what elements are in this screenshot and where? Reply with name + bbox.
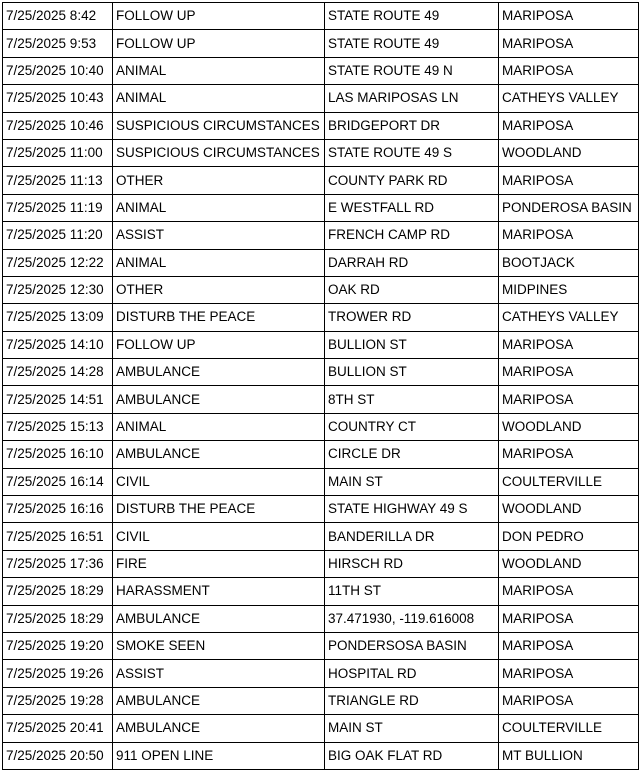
location-cell: TROWER RD	[325, 304, 499, 331]
datetime-cell: 7/25/2025 17:36	[3, 550, 113, 577]
location-cell: CIRCLE DR	[325, 441, 499, 468]
datetime-cell: 7/25/2025 19:28	[3, 687, 113, 714]
table-row	[3, 468, 639, 495]
location-cell: 11TH ST	[325, 578, 499, 605]
datetime-cell: 7/25/2025 15:13	[3, 413, 113, 440]
datetime-cell: 7/25/2025 20:50	[3, 742, 113, 769]
location-cell: COUNTRY CT	[325, 413, 499, 440]
call-type-cell: ANIMAL	[113, 413, 325, 440]
community-cell: WOODLAND	[499, 139, 639, 166]
community-cell: MARIPOSA	[499, 386, 639, 413]
call-type-cell: FIRE	[113, 550, 325, 577]
call-type-cell: DISTURB THE PEACE	[113, 496, 325, 523]
datetime-cell: 7/25/2025 11:19	[3, 194, 113, 221]
location-cell: STATE HIGHWAY 49 S	[325, 496, 499, 523]
table-row	[3, 413, 639, 440]
datetime-cell: 7/25/2025 11:13	[3, 167, 113, 194]
datetime-cell: 7/25/2025 14:10	[3, 331, 113, 358]
call-type-cell: ANIMAL	[113, 194, 325, 221]
call-type-cell: 911 OPEN LINE	[113, 742, 325, 769]
community-cell: MARIPOSA	[499, 441, 639, 468]
location-cell: DARRAH RD	[325, 249, 499, 276]
community-cell: COULTERVILLE	[499, 715, 639, 742]
call-type-cell: AMBULANCE	[113, 359, 325, 386]
datetime-cell: 7/25/2025 19:26	[3, 660, 113, 687]
datetime-cell: 7/25/2025 10:43	[3, 85, 113, 112]
table-row	[3, 660, 639, 687]
location-cell: OAK RD	[325, 276, 499, 303]
datetime-cell: 7/25/2025 20:41	[3, 715, 113, 742]
datetime-cell: 7/25/2025 12:30	[3, 276, 113, 303]
community-cell: CATHEYS VALLEY	[499, 85, 639, 112]
datetime-cell: 7/25/2025 16:16	[3, 496, 113, 523]
table-row	[3, 578, 639, 605]
location-cell: 8TH ST	[325, 386, 499, 413]
community-cell: MARIPOSA	[499, 632, 639, 659]
community-cell: MARIPOSA	[499, 660, 639, 687]
community-cell: PONDEROSA BASIN	[499, 194, 639, 221]
incident-log-body	[3, 3, 639, 770]
location-cell: BULLION ST	[325, 331, 499, 358]
call-type-cell: AMBULANCE	[113, 687, 325, 714]
table-row	[3, 742, 639, 769]
datetime-cell: 7/25/2025 16:14	[3, 468, 113, 495]
table-row	[3, 167, 639, 194]
call-type-cell: OTHER	[113, 167, 325, 194]
call-type-cell: ANIMAL	[113, 249, 325, 276]
community-cell: WOODLAND	[499, 550, 639, 577]
table-row	[3, 632, 639, 659]
call-type-cell: CIVIL	[113, 468, 325, 495]
call-type-cell: AMBULANCE	[113, 386, 325, 413]
community-cell: MARIPOSA	[499, 359, 639, 386]
datetime-cell: 7/25/2025 18:29	[3, 578, 113, 605]
location-cell: MAIN ST	[325, 715, 499, 742]
call-type-cell: CIVIL	[113, 523, 325, 550]
community-cell: CATHEYS VALLEY	[499, 304, 639, 331]
location-cell: LAS MARIPOSAS LN	[325, 85, 499, 112]
table-row	[3, 687, 639, 714]
call-type-cell: FOLLOW UP	[113, 30, 325, 57]
location-cell: HIRSCH RD	[325, 550, 499, 577]
location-cell: MAIN ST	[325, 468, 499, 495]
call-type-cell: AMBULANCE	[113, 441, 325, 468]
table-row	[3, 715, 639, 742]
community-cell: MARIPOSA	[499, 222, 639, 249]
location-cell: BRIDGEPORT DR	[325, 112, 499, 139]
community-cell: MARIPOSA	[499, 167, 639, 194]
datetime-cell: 7/25/2025 10:40	[3, 57, 113, 84]
datetime-cell: 7/25/2025 10:46	[3, 112, 113, 139]
call-type-cell: ANIMAL	[113, 57, 325, 84]
location-cell: STATE ROUTE 49	[325, 3, 499, 30]
location-cell: BULLION ST	[325, 359, 499, 386]
location-cell: FRENCH CAMP RD	[325, 222, 499, 249]
community-cell: MARIPOSA	[499, 578, 639, 605]
call-type-cell: SMOKE SEEN	[113, 632, 325, 659]
community-cell: COULTERVILLE	[499, 468, 639, 495]
table-row	[3, 550, 639, 577]
table-row	[3, 249, 639, 276]
datetime-cell: 7/25/2025 13:09	[3, 304, 113, 331]
datetime-cell: 7/25/2025 11:20	[3, 222, 113, 249]
community-cell: MARIPOSA	[499, 687, 639, 714]
table-row	[3, 30, 639, 57]
location-cell: STATE ROUTE 49 N	[325, 57, 499, 84]
community-cell: WOODLAND	[499, 413, 639, 440]
datetime-cell: 7/25/2025 14:51	[3, 386, 113, 413]
location-cell: BANDERILLA DR	[325, 523, 499, 550]
community-cell: WOODLAND	[499, 496, 639, 523]
table-row	[3, 112, 639, 139]
community-cell: MT BULLION	[499, 742, 639, 769]
table-row	[3, 139, 639, 166]
table-row	[3, 496, 639, 523]
table-row	[3, 276, 639, 303]
datetime-cell: 7/25/2025 12:22	[3, 249, 113, 276]
community-cell: BOOTJACK	[499, 249, 639, 276]
community-cell: MIDPINES	[499, 276, 639, 303]
call-type-cell: FOLLOW UP	[113, 3, 325, 30]
call-type-cell: HARASSMENT	[113, 578, 325, 605]
table-row	[3, 386, 639, 413]
call-type-cell: FOLLOW UP	[113, 331, 325, 358]
datetime-cell: 7/25/2025 19:20	[3, 632, 113, 659]
community-cell: MARIPOSA	[499, 3, 639, 30]
table-row	[3, 222, 639, 249]
datetime-cell: 7/25/2025 14:28	[3, 359, 113, 386]
location-cell: PONDERSOSA BASIN	[325, 632, 499, 659]
location-cell: E WESTFALL RD	[325, 194, 499, 221]
datetime-cell: 7/25/2025 11:00	[3, 139, 113, 166]
call-type-cell: AMBULANCE	[113, 715, 325, 742]
table-row	[3, 523, 639, 550]
table-row	[3, 359, 639, 386]
table-row	[3, 304, 639, 331]
location-cell: COUNTY PARK RD	[325, 167, 499, 194]
community-cell: MARIPOSA	[499, 57, 639, 84]
community-cell: MARIPOSA	[499, 605, 639, 632]
location-cell: 37.471930, -119.616008	[325, 605, 499, 632]
table-row	[3, 441, 639, 468]
call-type-cell: ASSIST	[113, 222, 325, 249]
call-type-cell: SUSPICIOUS CIRCUMSTANCES	[113, 139, 325, 166]
call-type-cell: AMBULANCE	[113, 605, 325, 632]
datetime-cell: 7/25/2025 16:10	[3, 441, 113, 468]
community-cell: MARIPOSA	[499, 331, 639, 358]
datetime-cell: 7/25/2025 8:42	[3, 3, 113, 30]
incident-log-table	[2, 2, 639, 770]
location-cell: STATE ROUTE 49	[325, 30, 499, 57]
table-row	[3, 3, 639, 30]
call-type-cell: OTHER	[113, 276, 325, 303]
call-type-cell: DISTURB THE PEACE	[113, 304, 325, 331]
location-cell: TRIANGLE RD	[325, 687, 499, 714]
community-cell: MARIPOSA	[499, 30, 639, 57]
datetime-cell: 7/25/2025 16:51	[3, 523, 113, 550]
table-row	[3, 57, 639, 84]
table-row	[3, 194, 639, 221]
datetime-cell: 7/25/2025 9:53	[3, 30, 113, 57]
call-type-cell: SUSPICIOUS CIRCUMSTANCES	[113, 112, 325, 139]
community-cell: DON PEDRO	[499, 523, 639, 550]
call-type-cell: ASSIST	[113, 660, 325, 687]
table-row	[3, 605, 639, 632]
call-type-cell: ANIMAL	[113, 85, 325, 112]
table-row	[3, 85, 639, 112]
location-cell: HOSPITAL RD	[325, 660, 499, 687]
table-row	[3, 331, 639, 358]
location-cell: STATE ROUTE 49 S	[325, 139, 499, 166]
datetime-cell: 7/25/2025 18:29	[3, 605, 113, 632]
community-cell: MARIPOSA	[499, 112, 639, 139]
location-cell: BIG OAK FLAT RD	[325, 742, 499, 769]
